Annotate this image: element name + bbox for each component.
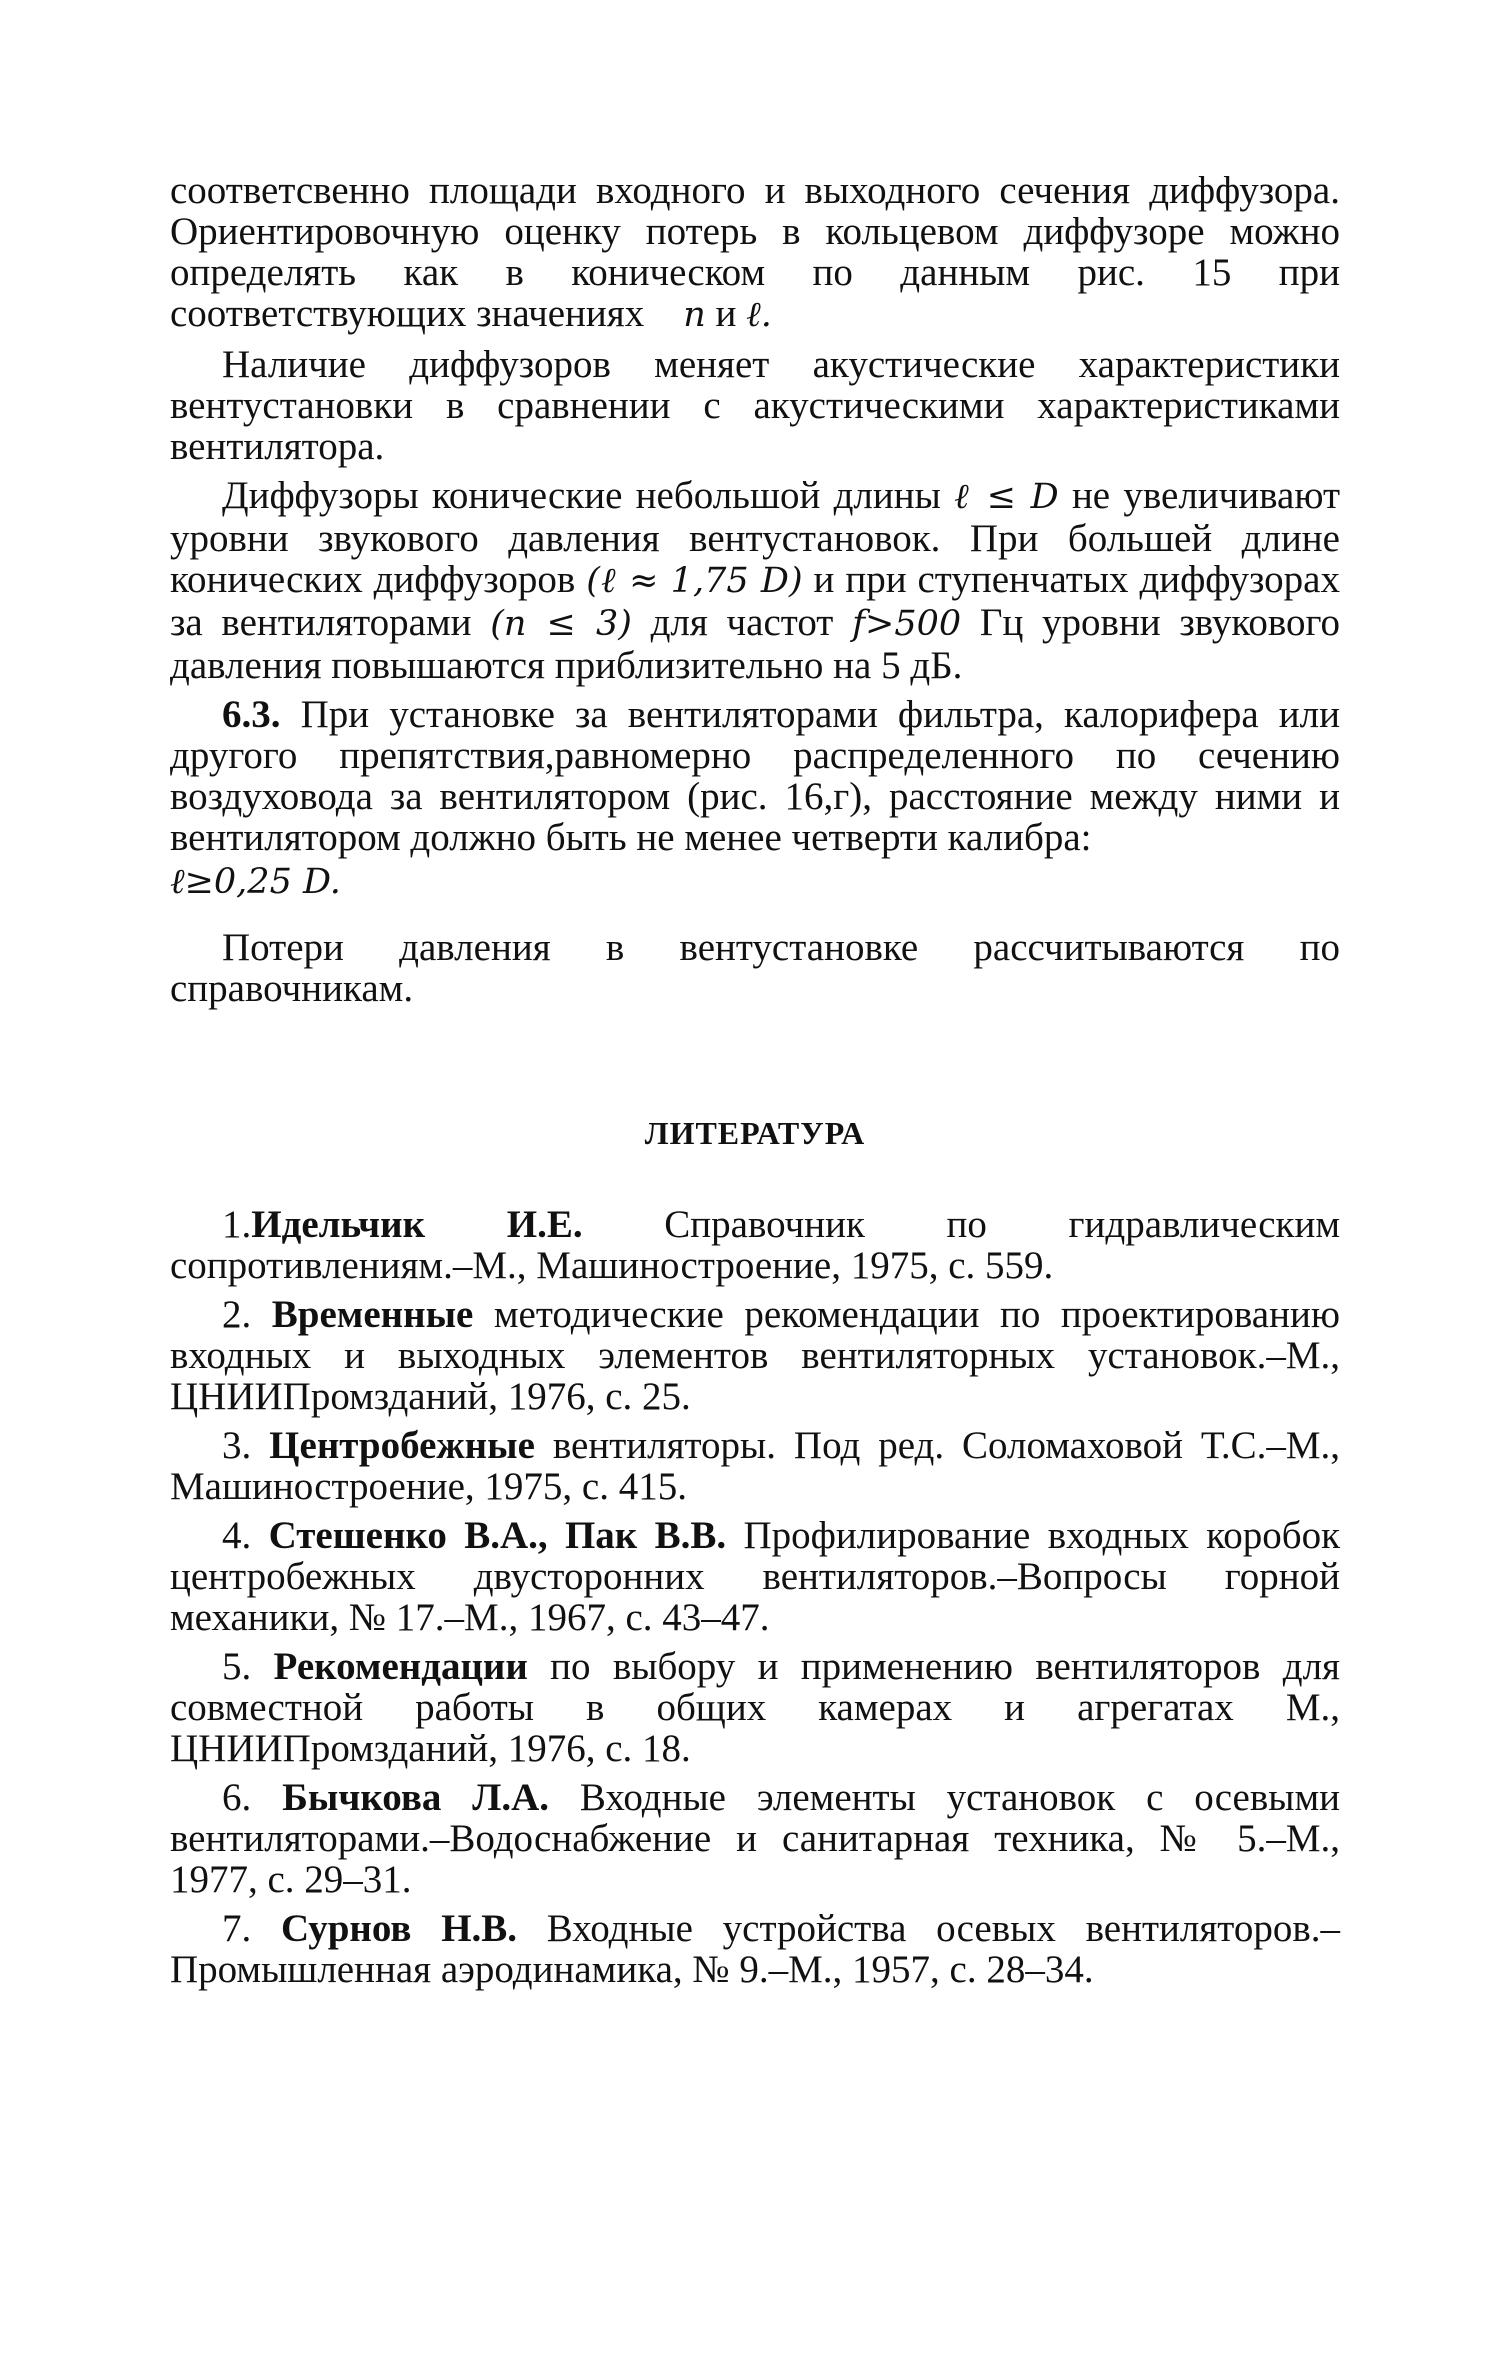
literature-item (170, 1777, 1340, 1900)
paragraph-section-6-3 (170, 694, 1340, 858)
item-text: Входные элементы установок с осевыми вентиляторами.–Водоснабжение и санитарная техника, № 5.–М., 1977, с. 29–31. (170, 1776, 1341, 1901)
literature-list (170, 1204, 1340, 1990)
variable-n: n (683, 295, 706, 335)
condition-long-length: (ℓ ≈ 1,75 D) (586, 561, 803, 601)
item-text: вентиляторы. Под ред. Соломаховой Т.С.–М., Машиностроение, 1975, с. 415. (170, 1424, 1341, 1508)
condition-length: ℓ ≤ D (954, 477, 1059, 517)
item-number: 4. (222, 1514, 252, 1557)
condition-steps: (n ≤ 3) (490, 604, 632, 644)
literature-heading: ЛИТЕРАТУРА (644, 1115, 866, 1151)
item-number: 6. (222, 1776, 252, 1819)
paragraph-text: и при ступенчатых диффузорах за вентиляторами (170, 558, 1340, 644)
item-number: 7. (222, 1907, 252, 1950)
item-author: Сурнов Н.В. (281, 1907, 518, 1950)
item-number: 1. (222, 1203, 252, 1246)
item-text: Входные устройства осевых вентиляторов.–Промышленная аэродинамика, № 9.–М., 1957, с. 28–34. (170, 1907, 1340, 1991)
literature-item (170, 1294, 1340, 1417)
item-text: методические рекомендации по проектированию входных и выходных элементов вентиляторных установок.–М., ЦНИИПромзданий, 1976, с. 25. (170, 1293, 1340, 1418)
conjunction-text: и (715, 292, 737, 335)
literature-item (170, 1646, 1340, 1769)
paragraph-conical-diffusers (170, 475, 1340, 686)
literature-item (170, 1425, 1340, 1507)
literature-item (170, 1204, 1340, 1286)
condition-frequency: f>500 (852, 604, 962, 644)
paragraph-text: При установке за вентиляторами фильтра, калорифера или другого препятствия,равномерно распределенного по сечению воздуховода за вентилятором (рис. 16,г), расстояние между ними и вентилятором должно быть не менее четверти калибра: (170, 693, 1340, 859)
paragraph-text: Гц уровни звукового давления повышаются приблизительно на 5 дБ. (170, 601, 1341, 687)
formula-distance: ℓ≥0,25 D. (170, 862, 341, 902)
section-number: 6.3. (222, 693, 281, 736)
item-text: по выбору и применению вентиляторов для совместной работы в общих камерах и агрегатах М., ЦНИИПромзданий, 1976, с. 18. (170, 1645, 1340, 1770)
item-number: 5. (222, 1645, 252, 1688)
paragraph-text: Диффузоры конические небольшой длины (222, 474, 941, 517)
literature-item (170, 1908, 1340, 1990)
formula-line (170, 860, 1340, 903)
paragraph-text: не увеличивают уровни звукового давления вентустановок. При большей длине конических диффузоров (170, 474, 1341, 601)
document-page (170, 170, 1340, 1990)
item-author: Центробежные (269, 1424, 535, 1467)
item-number: 3. (222, 1424, 252, 1467)
paragraph-pressure-loss: Потери давления в вентустановке рассчитываются по справочникам. (170, 926, 1340, 1010)
item-text: Профилирование входных коробок центробежных двусторонних вентиляторов.–Вопросы горной механики, № 17.–М., 1967, с. 43–47. (170, 1514, 1341, 1639)
item-author: Идельчик И.Е. (251, 1203, 583, 1246)
paragraph-acoustics: Наличие диффузоров меняет акустические характеристики вентустановки в сравнении с акустическими характеристиками вентилятора. (170, 343, 1340, 468)
item-number: 2. (222, 1293, 252, 1336)
item-text: Справочник по гидравлическим сопротивлениям.–М., Машиностроение, 1975, с. 559. (170, 1203, 1341, 1287)
paragraph-text: соответсвенно площади входного и выходного сечения диффузора. Ориентировочную оценку потерь в кольцевом диффузоре можно определять как в коническом по данным рис. 15 при соответствующих значениях (170, 169, 1340, 335)
paragraph-diffuser-area (170, 170, 1340, 336)
item-author: Стешенко В.А., Пак В.В. (268, 1514, 727, 1557)
item-author: Бычкова Л.А. (282, 1776, 549, 1819)
item-author: Временные (271, 1293, 474, 1336)
literature-item (170, 1515, 1340, 1638)
item-author: Рекомендации (273, 1645, 528, 1688)
paragraph-text: для частот (650, 601, 834, 644)
variable-l: ℓ. (746, 295, 772, 335)
